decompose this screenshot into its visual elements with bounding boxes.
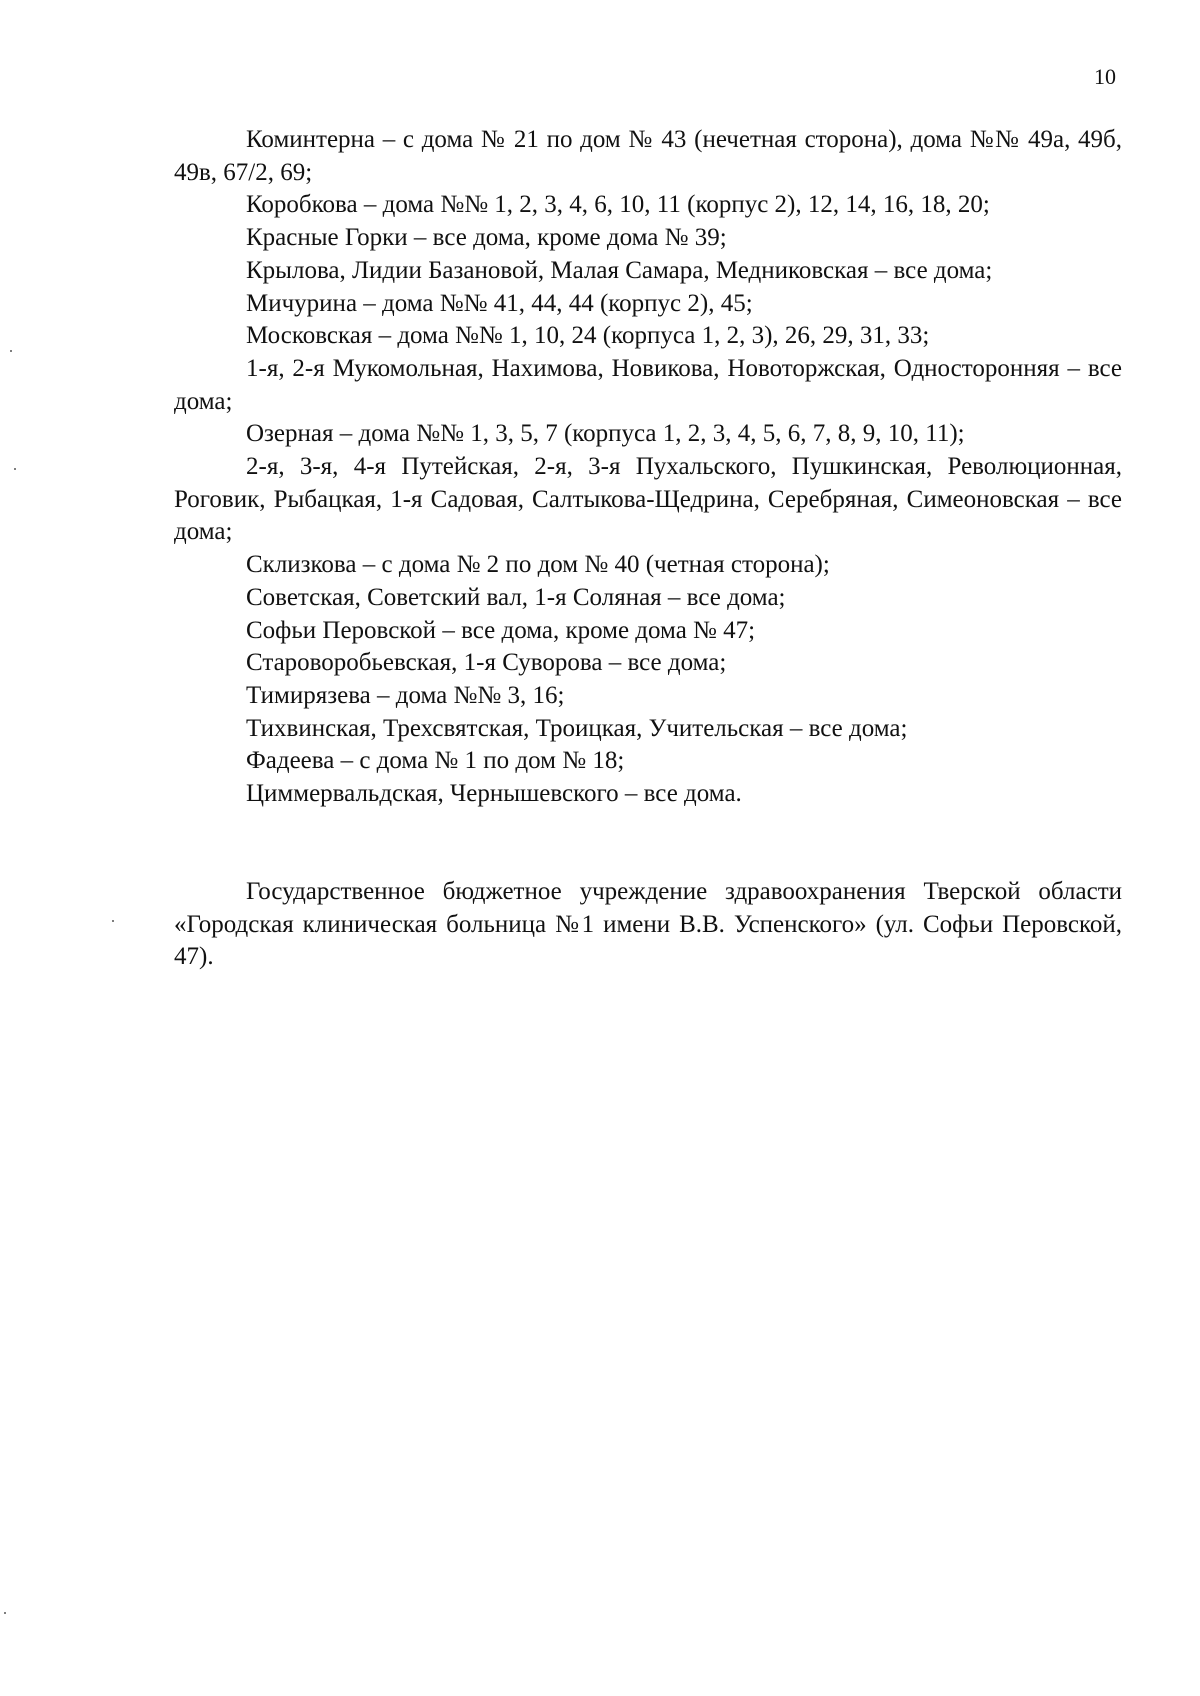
street-entry: Склизкова – с дома № 2 по дом № 40 (четная сторона); xyxy=(246,551,830,579)
street-entry: Коминтерна – с дома № 21 по дом № 43 (нечетная сторона), дома №№ 49а, 49б, 49в, 67/2, 69; xyxy=(174,126,1122,186)
street-entry: Московская – дома №№ 1, 10, 24 (корпуса 1, 2, 3), 26, 29, 31, 33; xyxy=(246,322,930,350)
street-list xyxy=(174,124,1122,811)
institution-paragraph: Государственное бюджетное учреждение здравоохранения Тверской области «Городская клиническая больница №1 имени В.В. Успенского» (ул. Софьи Перовской, 47). xyxy=(174,878,1122,971)
street-entry: Коробкова – дома №№ 1, 2, 3, 4, 6, 10, 11 (корпус 2), 12, 14, 16, 18, 20; xyxy=(246,191,990,219)
street-entry: 1-я, 2-я Мукомольная, Нахимова, Новикова, Новоторжская, Односторонняя – все дома; xyxy=(174,354,1122,415)
street-entry: Тимирязева – дома №№ 3, 16; xyxy=(246,681,565,709)
street-entry: Циммервальдская, Чернышевского – все дома. xyxy=(246,780,742,808)
street-entry: 2-я, 3-я, 4-я Путейская, 2-я, 3-я Пухальского, Пушкинская, Революционная, Роговик, Рыбацкая, 1-я Садовая, Салтыкова-Щедрина, Серебряная, Симеоновская – все дома; xyxy=(174,453,1122,546)
page-number: 10 xyxy=(1094,64,1116,89)
scan-speck xyxy=(112,920,114,922)
street-entry: Озерная – дома №№ 1, 3, 5, 7 (корпуса 1, 2, 3, 4, 5, 6, 7, 8, 9, 10, 11); xyxy=(246,420,965,448)
scan-speck xyxy=(4,1612,6,1614)
street-entry: Красные Горки – все дома, кроме дома № 39; xyxy=(246,224,727,252)
street-entry: Староворобьевская, 1-я Суворова – все дома; xyxy=(246,649,727,677)
street-entry: Мичурина – дома №№ 41, 44, 44 (корпус 2), 45; xyxy=(246,289,753,317)
street-entry: Софьи Перовской – все дома, кроме дома № 47; xyxy=(246,616,756,644)
street-entry: Тихвинская, Трехсвятская, Троицкая, Учительская – все дома; xyxy=(246,714,908,742)
street-entry: Советская, Советский вал, 1-я Соляная – все дома; xyxy=(246,583,786,611)
scan-speck xyxy=(14,468,16,470)
scan-speck xyxy=(10,350,12,352)
street-entry: Фадеева – с дома № 1 по дом № 18; xyxy=(246,747,625,775)
street-entry: Крылова, Лидии Базановой, Малая Самара, Медниковская – все дома; xyxy=(246,256,993,284)
